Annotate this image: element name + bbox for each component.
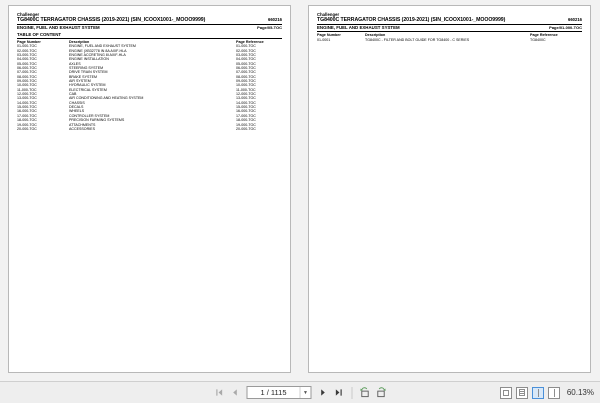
zoom-level-label[interactable]: 60.13% xyxy=(566,388,594,397)
table-cell: 14-000-TOC xyxy=(236,100,256,105)
table-cell: AXLES xyxy=(69,61,81,66)
previous-page-button[interactable] xyxy=(229,386,242,400)
table-cell: ENGINE (XB32778 IN 8A AXIF-HLA xyxy=(69,48,127,53)
page-subtitle-row xyxy=(17,25,282,31)
table-cell: 20-000-TOC xyxy=(17,126,37,131)
col-page-number: Page Number xyxy=(17,39,41,44)
table-cell: 18-000-TOC xyxy=(17,118,37,123)
table-cell: AIR SYSTEM xyxy=(69,79,91,84)
first-page-button[interactable] xyxy=(213,386,226,400)
page-brand: Challenger xyxy=(317,12,340,17)
table-cell: DECALS xyxy=(69,105,84,110)
col-page-reference: Page Reference xyxy=(530,33,558,38)
last-page-icon xyxy=(335,388,344,397)
table-cell: 05-000-TOC xyxy=(17,61,37,66)
page-brand: Challenger xyxy=(17,12,40,17)
table-cell: 11-000-TOC xyxy=(236,87,256,92)
table-cell: BRAKE SYSTEM xyxy=(69,74,97,79)
table-cell: ACCESSORIES xyxy=(69,126,95,131)
page-title: TG8400C TERRAGATOR CHASSIS (2019-2021) (SIN_ICOOX1001-_MOOO9999) xyxy=(17,17,206,23)
table-cell: 03-000-TOC xyxy=(17,53,37,58)
table-cell: 15-000-TOC xyxy=(236,105,256,110)
rotate-clockwise-icon xyxy=(376,387,387,398)
rotate-counterclockwise-button[interactable] xyxy=(359,386,372,400)
table-cell: ENGINE, FUEL AND EXHAUST SYSTEM xyxy=(69,44,136,49)
table-cell: ATTACHMENTS xyxy=(69,122,96,127)
last-page-button[interactable] xyxy=(333,386,346,400)
subtitle-rule xyxy=(17,38,282,39)
document-page-left[interactable] xyxy=(8,5,291,373)
table-cell: ENGINE ACCRETING 8I AXIF-HLA xyxy=(69,53,126,58)
col-description: Description xyxy=(69,39,90,44)
page-subtitle: ENGINE, FUEL AND EXHAUST SYSTEM xyxy=(17,25,100,31)
toolbar-view-group xyxy=(500,382,594,403)
table-cell: 08-000-TOC xyxy=(17,74,37,79)
table-row xyxy=(17,127,282,131)
table-cell: 20-000-TOC xyxy=(236,126,256,131)
toolbar-navigation-group xyxy=(213,382,388,403)
table-cell: 09-000-TOC xyxy=(17,79,37,84)
toc-body-left xyxy=(17,44,282,131)
col-page-reference: Page Reference xyxy=(236,39,264,44)
table-cell: ENGINE INSTALLATION xyxy=(69,57,109,62)
table-cell: 14-000-TOC xyxy=(17,100,37,105)
table-cell: DRIVE TRAIN SYSTEM xyxy=(69,70,108,75)
table-cell: 02-000-TOC xyxy=(17,48,37,53)
subtitle-rule xyxy=(317,31,582,32)
table-cell: CAB xyxy=(69,92,77,97)
table-cell: 06-000-TOC xyxy=(236,66,256,71)
table-cell: 16-000-TOC xyxy=(17,109,37,114)
first-page-icon xyxy=(215,388,224,397)
page-subtitle2 xyxy=(17,32,282,38)
table-cell: CHASSIS xyxy=(69,100,85,105)
toolbar-divider xyxy=(352,387,353,399)
table-cell: TG8400C xyxy=(530,38,546,43)
page-doc-number: 660216 xyxy=(568,17,582,22)
table-cell: PRECISION FARMING SYSTEMS xyxy=(69,118,125,123)
table-cell: 13-000-TOC xyxy=(17,96,37,101)
continuous-scroll-view-icon[interactable] xyxy=(516,387,528,399)
table-cell: 15-000-TOC xyxy=(17,105,37,110)
table-cell: 06-000-TOC xyxy=(17,66,37,71)
page-reference-label: Page/05-TOC xyxy=(257,25,282,31)
table-cell: 12-000-TOC xyxy=(17,92,37,97)
table-cell: AIR CONDITIONING AND HEATING SYSTEM xyxy=(69,96,144,101)
book-view-icon[interactable] xyxy=(548,387,560,399)
table-cell: 12-000-TOC xyxy=(236,92,256,97)
table-cell: STEERING SYSTEM xyxy=(69,66,104,71)
rotate-counterclockwise-icon xyxy=(360,387,371,398)
page-title: TG8400C TERRAGATOR CHASSIS (2019-2021) (SIN_ICOOX1001-_MOOO9999) xyxy=(317,17,506,23)
table-cell: 19-000-TOC xyxy=(17,122,37,127)
table-cell: 07-000-TOC xyxy=(17,70,37,75)
toc-table-right xyxy=(317,33,582,42)
table-cell: 03-000-TOC xyxy=(236,53,256,58)
page-reference-label: Page/01-000-TOC xyxy=(549,25,582,31)
toc-body-right xyxy=(317,38,582,42)
table-cell: 16-000-TOC xyxy=(236,109,256,114)
table-cell: ELECTRICAL SYSTEM xyxy=(69,87,107,92)
page-subtitle-row xyxy=(317,25,582,31)
table-cell: TG8400C - FILTER AND BOLT GUIDE FOR TG8400 - C SERIES xyxy=(365,38,470,43)
page-doc-number: 660216 xyxy=(268,17,282,22)
page-title-row xyxy=(317,17,582,23)
table-cell: 04-000-TOC xyxy=(17,57,37,62)
table-cell: 17-000-TOC xyxy=(236,113,256,118)
table-cell: 11-000-TOC xyxy=(17,87,37,92)
page-subtitle: ENGINE, FUEL AND EXHAUST SYSTEM xyxy=(317,25,400,31)
table-cell: 10-000-TOC xyxy=(236,83,256,88)
table-cell: WHEELS xyxy=(69,109,85,114)
table-cell: HYDRAULIC SYSTEM xyxy=(69,83,106,88)
next-page-button[interactable] xyxy=(317,386,330,400)
table-cell: 01-000-TOC xyxy=(17,44,37,49)
previous-page-icon xyxy=(231,388,240,397)
two-page-view-icon[interactable] xyxy=(532,387,544,399)
table-cell: 01-0001 xyxy=(317,38,331,43)
toc-table-left xyxy=(17,40,282,132)
table-row xyxy=(317,38,582,42)
document-page-right[interactable] xyxy=(308,5,591,373)
page-number-box[interactable] xyxy=(247,386,312,399)
table-cell: 19-000-TOC xyxy=(236,122,256,127)
page-number-input[interactable] xyxy=(248,387,300,398)
table-cell: 07-000-TOC xyxy=(236,70,256,75)
table-cell: 10-000-TOC xyxy=(17,83,37,88)
page-title-row xyxy=(17,17,282,23)
table-cell: 01-000-TOC xyxy=(236,44,256,49)
table-cell: CONTROLLER SYSTEM xyxy=(69,113,110,118)
table-cell: 05-000-TOC xyxy=(236,61,256,66)
rotate-clockwise-button[interactable] xyxy=(375,386,388,400)
col-page-number: Page Number xyxy=(317,33,341,38)
next-page-icon xyxy=(319,388,328,397)
single-page-view-icon[interactable] xyxy=(500,387,512,399)
table-cell: 08-000-TOC xyxy=(236,74,256,79)
col-description: Description xyxy=(365,33,386,38)
table-cell: 18-000-TOC xyxy=(236,118,256,123)
chevron-down-icon[interactable]: ▼ xyxy=(300,387,311,398)
table-cell: 02-000-TOC xyxy=(236,48,256,53)
viewer-toolbar xyxy=(0,381,600,403)
table-cell: 17-000-TOC xyxy=(17,113,37,118)
table-cell: 04-000-TOC xyxy=(236,57,256,62)
table-cell: 09-000-TOC xyxy=(236,79,256,84)
table-of-content-heading: TABLE OF CONTENT xyxy=(17,31,62,37)
table-cell: 13-000-TOC xyxy=(236,96,256,101)
